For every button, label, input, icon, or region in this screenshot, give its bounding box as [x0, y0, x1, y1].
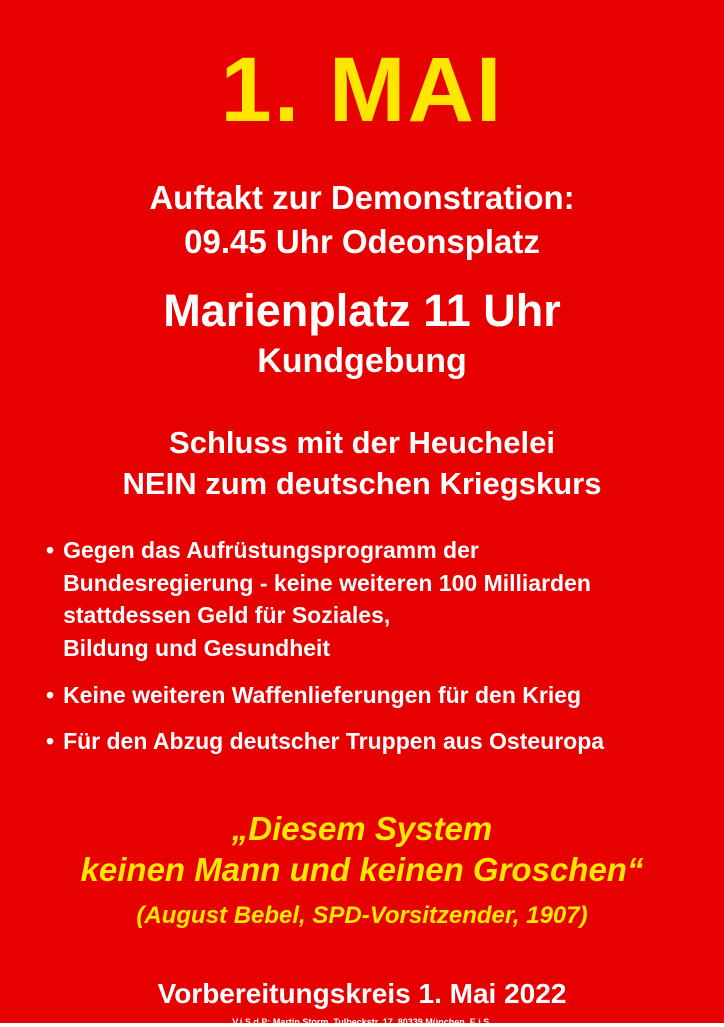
imprint-line: V.i.S.d.P: Martin Storm, Tulbeckstr. 17, 80339 München, E.i.S. [232, 1017, 492, 1027]
main-slogan-line1: Schluss mit der Heuchelei [169, 425, 555, 461]
demand-line: stattdessen Geld für Soziales, [63, 602, 391, 629]
demand-text [63, 679, 581, 712]
poster-title: 1. MAI [220, 39, 504, 141]
demand-line: Für den Abzug deutscher Truppen aus Osteuropa [63, 728, 605, 755]
organizer-line: Vorbereitungskreis 1. Mai 2022 [157, 978, 567, 1010]
demand-line: Gegen das Aufrüstungsprogramm der [63, 536, 479, 563]
demand-text [63, 534, 591, 665]
quote-block [81, 808, 644, 891]
demands-list [18, 534, 706, 772]
list-item [46, 534, 706, 665]
quote-line-1: „Diesem System [231, 809, 493, 847]
quote-attribution: (August Bebel, SPD-Vorsitzender, 1907) [136, 902, 588, 930]
bullet-icon: • [46, 536, 55, 563]
main-slogan-line2: NEIN zum deutschen Kriegskurs [122, 465, 602, 501]
demand-line: Bundesregierung - keine weiteren 100 Milliarden [63, 569, 591, 596]
demand-line: Keine weiteren Waffenlieferungen für den Krieg [63, 681, 582, 708]
demo-start-time-place: 09.45 Uhr Odeonsplatz [184, 222, 540, 260]
demo-start-label: Auftakt zur Demonstration: [149, 179, 575, 216]
bullet-icon: • [46, 728, 55, 755]
demand-text [63, 725, 604, 758]
list-item [46, 679, 706, 712]
bullet-icon: • [46, 681, 55, 708]
demo-start-info [149, 176, 574, 263]
list-item [46, 725, 706, 758]
rally-type: Kundgebung [257, 342, 467, 381]
rally-place-time: Marienplatz 11 Uhr [163, 285, 561, 337]
quote-line-2: keinen Mann und keinen Groschen“ [80, 851, 644, 889]
demand-line: Bildung und Gesundheit [63, 634, 331, 661]
main-slogan [123, 423, 602, 504]
